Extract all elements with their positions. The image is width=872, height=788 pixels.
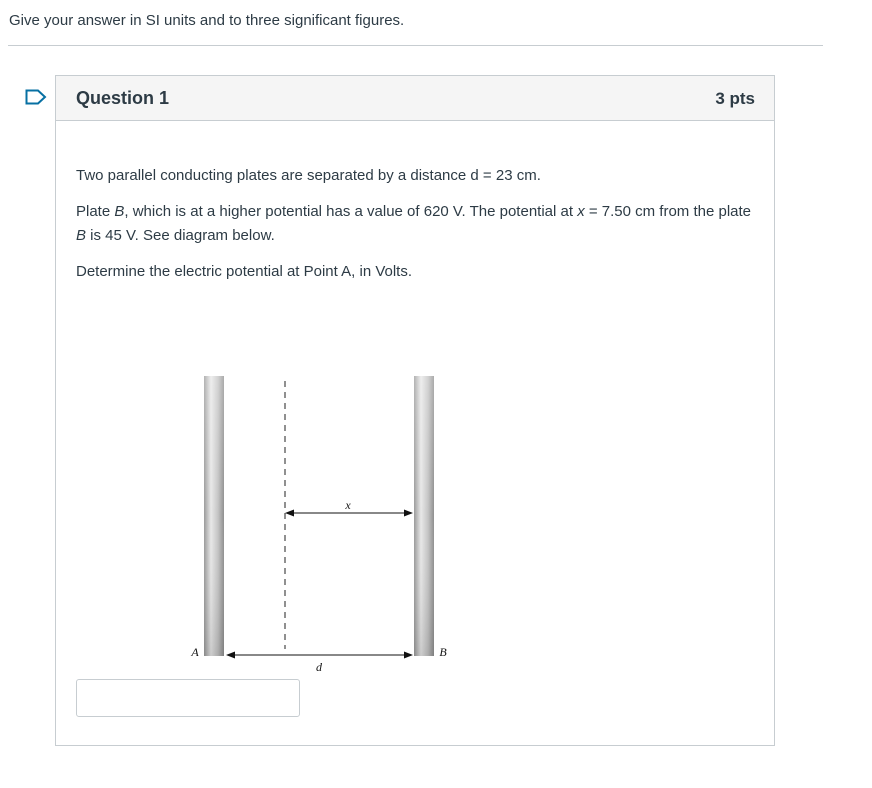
x-variable: x: [577, 203, 585, 220]
plate-a: [204, 376, 224, 656]
question-paragraph-1: Two parallel conducting plates are separated by a distance d = 23 cm.: [76, 167, 541, 184]
paragraph-2-text: is 45 V. See diagram below.: [86, 227, 275, 244]
top-divider: [8, 45, 823, 46]
question-paragraph-3: Determine the electric potential at Point A, in Volts.: [76, 263, 413, 280]
paragraph-2-text: = 7.50 cm from the plate: [584, 203, 752, 220]
x-label: x: [345, 498, 351, 512]
plate-b-variable: B: [114, 203, 125, 220]
d-arrow: [226, 652, 413, 659]
instructions-text: Give your answer in SI units and to three significant figures.: [9, 12, 405, 29]
question-header: [56, 76, 774, 121]
question-title: Question 1: [76, 88, 170, 108]
parallel-plates-diagram: [186, 371, 456, 681]
plate-b-variable: B: [76, 227, 87, 244]
point-b-label: B: [439, 645, 447, 659]
question-paragraph-2: [76, 200, 756, 248]
plate-b: [414, 376, 434, 656]
answer-input[interactable]: [76, 679, 300, 717]
question-text: [76, 164, 756, 296]
point-a-label: A: [191, 645, 199, 659]
paragraph-2-text: , which is at a higher potential has a value of 620 V. The potential at: [124, 203, 578, 220]
question-card: [55, 75, 775, 746]
flag-outline-icon[interactable]: [25, 89, 47, 105]
paragraph-2-text: Plate: [76, 203, 115, 220]
d-label: d: [316, 660, 322, 674]
question-points: 3 pts: [715, 89, 755, 108]
